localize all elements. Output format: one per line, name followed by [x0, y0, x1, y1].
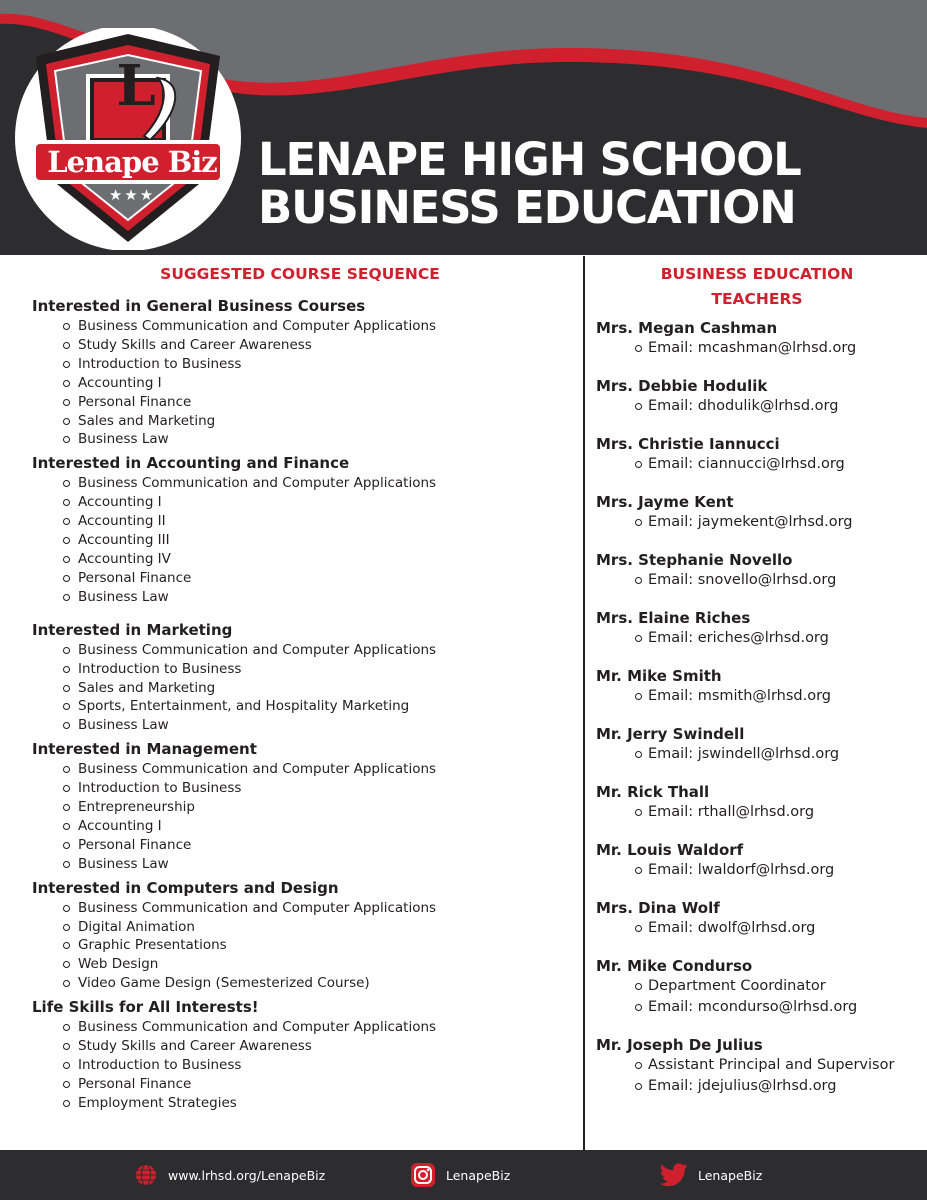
teacher-entry — [596, 1035, 918, 1097]
footer-instagram-link[interactable] — [410, 1162, 510, 1188]
teacher-entry — [596, 434, 918, 475]
course-group-title: Interested in Marketing — [32, 620, 233, 639]
teachers-heading-line-1: BUSINESS EDUCATION — [660, 265, 854, 283]
course-item: Introduction to Business — [32, 355, 572, 374]
teacher-email[interactable]: Email: ciannucci@lrhsd.org — [596, 454, 918, 475]
teacher-role: Assistant Principal and Supervisor — [596, 1055, 918, 1076]
course-item: Accounting I — [32, 493, 572, 512]
teacher-details — [596, 860, 918, 881]
teacher-entry — [596, 550, 918, 591]
course-list — [32, 1018, 572, 1113]
teacher-name: Mrs. Megan Cashman — [596, 319, 778, 337]
footer-instagram-text: LenapeBiz — [446, 1167, 511, 1183]
course-item: Business Communication and Computer Applications — [32, 317, 572, 336]
teacher-email[interactable]: Email: dhodulik@lrhsd.org — [596, 396, 918, 417]
teacher-email[interactable]: Email: eriches@lrhsd.org — [596, 628, 918, 649]
course-item: Digital Animation — [32, 918, 572, 937]
course-list — [32, 474, 572, 606]
page-title-line-2: BUSINESS EDUCATION — [258, 181, 796, 234]
teacher-details — [596, 338, 918, 359]
course-item: Personal Finance — [32, 1075, 572, 1094]
teacher-details — [596, 454, 918, 475]
teachers-heading-line-2: TEACHERS — [711, 290, 803, 308]
teachers-column — [596, 262, 918, 1114]
course-item: Business Communication and Computer Applications — [32, 1018, 572, 1037]
course-item: Personal Finance — [32, 836, 572, 855]
course-group-computers-design — [32, 878, 572, 994]
course-item: Personal Finance — [32, 393, 572, 412]
teacher-details — [596, 686, 918, 707]
header — [0, 0, 927, 255]
course-group-title: Interested in Computers and Design — [32, 878, 339, 897]
course-item: Business Communication and Computer Applications — [32, 474, 572, 493]
course-item: Accounting II — [32, 512, 572, 531]
course-item: Business Communication and Computer Applications — [32, 641, 572, 660]
teacher-name: Mrs. Elaine Riches — [596, 609, 751, 627]
teacher-details — [596, 976, 918, 1018]
course-sequence-heading: SUGGESTED COURSE SEQUENCE — [160, 265, 440, 283]
teachers-heading — [596, 262, 918, 312]
course-list — [32, 760, 572, 873]
teacher-entry — [596, 666, 918, 707]
course-group-title: Interested in Accounting and Finance — [32, 454, 350, 473]
course-group-management — [32, 739, 572, 873]
course-group-title: Interested in Management — [32, 740, 257, 759]
course-list — [32, 317, 572, 449]
teacher-details — [596, 396, 918, 417]
teacher-entry — [596, 376, 918, 417]
teacher-entry — [596, 956, 918, 1018]
instagram-icon — [410, 1162, 436, 1188]
course-item: Sales and Marketing — [32, 679, 572, 698]
teacher-details — [596, 628, 918, 649]
teacher-entry — [596, 840, 918, 881]
course-item: Personal Finance — [32, 569, 572, 588]
logo-text: Lenape Biz — [47, 145, 217, 179]
teacher-entry — [596, 724, 918, 765]
footer-twitter-text: LenapeBiz — [698, 1167, 763, 1183]
course-group-accounting-finance — [32, 453, 572, 606]
teacher-name: Mrs. Dina Wolf — [596, 899, 720, 917]
course-list — [32, 641, 572, 736]
teacher-name: Mr. Rick Thall — [596, 783, 710, 801]
teacher-email[interactable]: Email: jswindell@lrhsd.org — [596, 744, 918, 765]
logo-stars: ★★★ — [108, 186, 156, 204]
course-item: Study Skills and Career Awareness — [32, 336, 572, 355]
course-sequence-column — [32, 262, 572, 1117]
course-item: Business Law — [32, 855, 572, 874]
teacher-details — [596, 918, 918, 939]
teacher-email[interactable]: Email: dwolf@lrhsd.org — [596, 918, 918, 939]
course-item: Business Communication and Computer Applications — [32, 899, 572, 918]
course-group-title: Interested in General Business Courses — [32, 297, 366, 315]
teacher-email[interactable]: Email: snovello@lrhsd.org — [596, 570, 918, 591]
teacher-name: Mr. Jerry Swindell — [596, 725, 745, 743]
course-item: Graphic Presentations — [32, 936, 572, 955]
teacher-entry — [596, 782, 918, 823]
course-item: Web Design — [32, 955, 572, 974]
page-title — [258, 133, 918, 234]
course-item: Accounting III — [32, 531, 572, 550]
course-group-marketing — [32, 620, 572, 736]
teacher-entry — [596, 608, 918, 649]
teacher-name: Mr. Mike Condurso — [596, 957, 753, 975]
course-item: Introduction to Business — [32, 1056, 572, 1075]
course-group-title: Life Skills for All Interests! — [32, 998, 259, 1017]
course-item: Entrepreneurship — [32, 798, 572, 817]
footer-website-link[interactable] — [134, 1162, 325, 1188]
course-item: Sales and Marketing — [32, 412, 572, 431]
teacher-entry — [596, 492, 918, 533]
course-item: Employment Strategies — [32, 1094, 572, 1113]
teacher-details — [596, 512, 918, 533]
teacher-entry — [596, 318, 918, 359]
teacher-email[interactable]: Email: lwaldorf@lrhsd.org — [596, 860, 918, 881]
footer-twitter-link[interactable] — [660, 1162, 762, 1188]
course-group-general-business — [32, 296, 572, 449]
teacher-email[interactable]: Email: jaymekent@lrhsd.org — [596, 512, 918, 533]
logo-initial: L — [116, 53, 156, 119]
teacher-role: Department Coordinator — [596, 976, 918, 997]
course-item: Business Law — [32, 588, 572, 607]
teacher-name: Mr. Louis Waldorf — [596, 841, 744, 859]
page-title-line-1: LENAPE HIGH SCHOOL — [258, 133, 801, 186]
course-item: Business Communication and Computer Applications — [32, 760, 572, 779]
teacher-email[interactable]: Email: rthall@lrhsd.org — [596, 802, 918, 823]
teacher-email[interactable]: Email: msmith@lrhsd.org — [596, 686, 918, 707]
teacher-name: Mrs. Christie Iannucci — [596, 435, 780, 453]
teacher-name: Mrs. Stephanie Novello — [596, 551, 793, 569]
course-list — [32, 899, 572, 994]
course-item: Introduction to Business — [32, 779, 572, 798]
teacher-email[interactable]: Email: mcashman@lrhsd.org — [596, 338, 918, 359]
teacher-name: Mr. Joseph De Julius — [596, 1036, 763, 1054]
footer-website-text: www.lrhsd.org/LenapeBiz — [168, 1167, 326, 1183]
teacher-entry — [596, 898, 918, 939]
teacher-details — [596, 570, 918, 591]
footer — [0, 1150, 927, 1200]
course-item: Business Law — [32, 716, 572, 735]
globe-icon — [134, 1163, 158, 1187]
teacher-name: Mr. Mike Smith — [596, 667, 722, 685]
column-divider — [583, 256, 585, 1150]
teacher-email[interactable]: Email: mcondurso@lrhsd.org — [596, 997, 918, 1018]
teacher-details — [596, 802, 918, 823]
course-item: Accounting IV — [32, 550, 572, 569]
teacher-details — [596, 1055, 918, 1097]
teacher-name: Mrs. Debbie Hodulik — [596, 377, 768, 395]
teacher-name: Mrs. Jayme Kent — [596, 493, 734, 511]
course-item: Study Skills and Career Awareness — [32, 1037, 572, 1056]
course-item: Introduction to Business — [32, 660, 572, 679]
course-item: Business Law — [32, 430, 572, 449]
teacher-details — [596, 744, 918, 765]
course-item: Video Game Design (Semesterized Course) — [32, 974, 572, 993]
course-item: Accounting I — [32, 817, 572, 836]
course-item: Sports, Entertainment, and Hospitality Marketing — [32, 697, 572, 716]
twitter-icon — [660, 1163, 688, 1187]
course-group-life-skills — [32, 997, 572, 1113]
teacher-email[interactable]: Email: jdejulius@lrhsd.org — [596, 1076, 918, 1097]
course-item: Accounting I — [32, 374, 572, 393]
